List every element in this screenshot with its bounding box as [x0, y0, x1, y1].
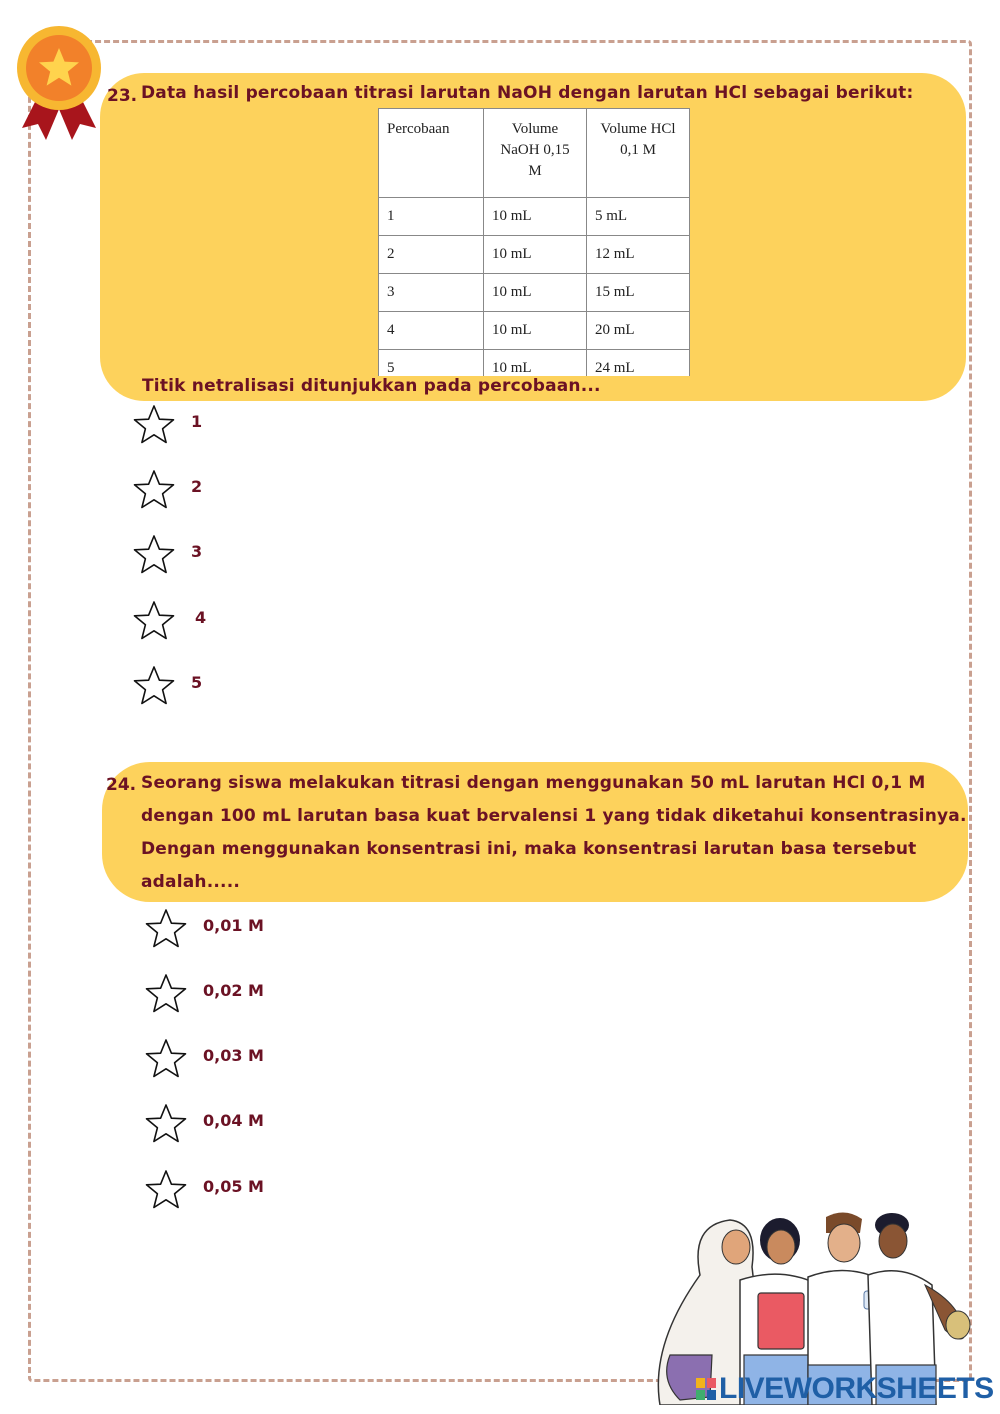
star-radio-icon[interactable]	[133, 665, 175, 705]
option-label: 4	[195, 608, 207, 627]
table-cell: 10 mL	[484, 236, 587, 274]
star-radio-icon[interactable]	[145, 908, 187, 948]
option-label: 0,04 M	[203, 1111, 264, 1130]
table-cell: 2	[379, 236, 484, 274]
star-radio-icon[interactable]	[145, 1038, 187, 1078]
liveworksheets-brand	[696, 1372, 994, 1406]
table-row	[379, 274, 690, 312]
titration-table-container	[376, 106, 696, 376]
table-header: Volume NaOH 0,15 M	[484, 109, 587, 198]
table-cell: 12 mL	[587, 236, 690, 274]
table-header: Volume HCl 0,1 M	[587, 109, 690, 198]
table-cell: 24 mL	[587, 350, 690, 377]
option-label: 0,01 M	[203, 916, 264, 935]
table-cell: 5 mL	[587, 198, 690, 236]
table-cell: 4	[379, 312, 484, 350]
question-23-prompt: Titik netralisasi ditunjukkan pada percobaan...	[142, 376, 601, 396]
table-cell: 10 mL	[484, 350, 587, 377]
question-23-number: 23.	[107, 86, 138, 106]
question-24-line: dengan 100 mL larutan basa kuat bervalensi 1 yang tidak diketahui konsentrasinya.	[141, 806, 967, 826]
question-24-line: adalah.....	[141, 872, 241, 892]
titration-table	[378, 108, 690, 376]
question-24-line: Dengan menggunakan konsentrasi ini, maka konsentrasi larutan basa tersebut	[141, 839, 917, 859]
table-cell: 10 mL	[484, 198, 587, 236]
question-24-text	[141, 767, 967, 899]
table-row	[379, 312, 690, 350]
table-cell: 5	[379, 350, 484, 377]
option-label: 5	[191, 673, 203, 692]
table-header: Percobaan	[379, 109, 484, 198]
liveworksheets-logo-icon	[696, 1378, 716, 1400]
star-radio-icon[interactable]	[133, 600, 175, 640]
star-radio-icon[interactable]	[133, 404, 175, 444]
option-label: 0,05 M	[203, 1177, 264, 1196]
table-cell: 10 mL	[484, 312, 587, 350]
option-label: 0,02 M	[203, 981, 264, 1000]
star-radio-icon[interactable]	[145, 1103, 187, 1143]
star-radio-icon[interactable]	[133, 469, 175, 509]
award-ribbon-icon	[14, 24, 104, 140]
table-cell: 3	[379, 274, 484, 312]
question-24-number: 24.	[106, 775, 137, 795]
star-radio-icon[interactable]	[145, 973, 187, 1013]
option-label: 0,03 M	[203, 1046, 264, 1065]
table-cell: 15 mL	[587, 274, 690, 312]
star-radio-icon[interactable]	[145, 1169, 187, 1209]
brand-text: LIVEWORKSHEETS	[719, 1372, 994, 1405]
question-24-line: Seorang siswa melakukan titrasi dengan menggunakan 50 mL larutan HCl 0,1 M	[141, 773, 926, 793]
option-label: 2	[191, 477, 203, 496]
table-row	[379, 198, 690, 236]
table-cell: 10 mL	[484, 274, 587, 312]
option-label: 3	[191, 542, 203, 561]
table-row	[379, 236, 690, 274]
table-cell: 1	[379, 198, 484, 236]
table-cell: 20 mL	[587, 312, 690, 350]
option-label: 1	[191, 412, 203, 431]
question-23-text: Data hasil percobaan titrasi larutan NaOH dengan larutan HCl sebagai berikut:	[141, 83, 914, 103]
star-radio-icon[interactable]	[133, 534, 175, 574]
